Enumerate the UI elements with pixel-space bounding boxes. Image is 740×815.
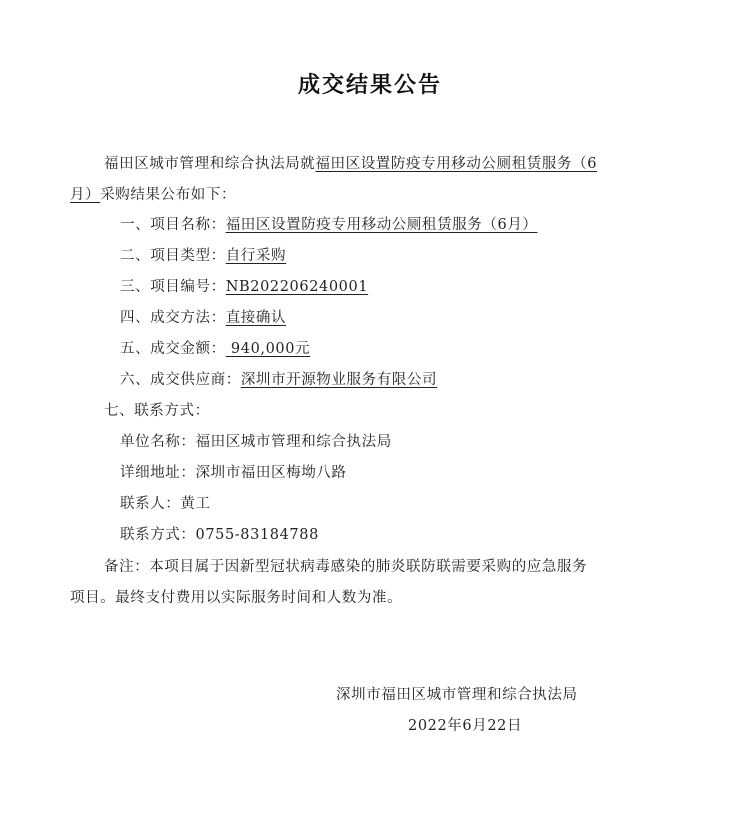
item-label: 一、项目名称：	[120, 217, 226, 233]
item-value: 深圳市开源物业服务有限公司	[240, 372, 438, 388]
item-method	[120, 303, 720, 334]
signature-org: 深圳市福田区城市管理和综合执法局	[336, 687, 578, 703]
item-label: 六、成交供应商：	[120, 372, 241, 388]
contact-value: 福田区城市管理和综合执法局	[195, 434, 392, 450]
contact-unit	[120, 427, 720, 458]
item-value: NB202206240001	[225, 279, 369, 295]
contact-label: 单位名称：	[120, 434, 196, 450]
item-project-number	[120, 272, 720, 303]
intro-project-name: 福田区设置防疫专用移动公厕租赁服务（6	[315, 156, 598, 172]
item-amount	[120, 334, 720, 365]
note-line-1: 备注：本项目属于因新型冠状病毒感染的肺炎联防联需要采购的应急服务	[104, 559, 588, 575]
contact-heading: 七、联系方式：	[104, 403, 210, 419]
item-label: 五、成交金额：	[120, 341, 226, 357]
item-value: 自行采购	[225, 248, 287, 264]
intro-line-1	[104, 149, 704, 180]
contact-value: 黄工	[180, 496, 211, 512]
contact-phone	[120, 520, 720, 551]
contact-label: 详细地址：	[120, 465, 196, 481]
intro-line-2	[70, 180, 670, 211]
item-value: 940,000元	[225, 341, 311, 357]
contact-label: 联系人：	[120, 496, 181, 512]
intro-prefix: 福田区城市管理和综合执法局就	[104, 156, 316, 172]
intro-project-name-cont: 月）	[70, 187, 101, 203]
item-project-name	[120, 210, 720, 241]
note-line-2: 项目。最终支付费用以实际服务时间和人数为准。	[70, 590, 403, 606]
item-project-type	[120, 241, 720, 272]
item-value: 福田区设置防疫专用移动公厕租赁服务（6月）	[225, 217, 538, 233]
item-label: 三、项目编号：	[120, 279, 226, 295]
contact-label: 联系方式：	[120, 527, 196, 543]
item-value: 直接确认	[225, 310, 287, 326]
item-label: 二、项目类型：	[120, 248, 226, 264]
item-label: 四、成交方法：	[120, 310, 226, 326]
item-supplier	[120, 365, 720, 396]
contact-address	[120, 458, 720, 489]
intro-suffix: 采购结果公布如下：	[100, 187, 237, 203]
page-title: 成交结果公告	[297, 73, 442, 98]
contact-value: 深圳市福田区梅坳八路	[195, 465, 347, 481]
signature-date: 2022年6月22日	[408, 718, 523, 734]
contact-person	[120, 489, 720, 520]
contact-value: 0755-83184788	[195, 527, 319, 543]
